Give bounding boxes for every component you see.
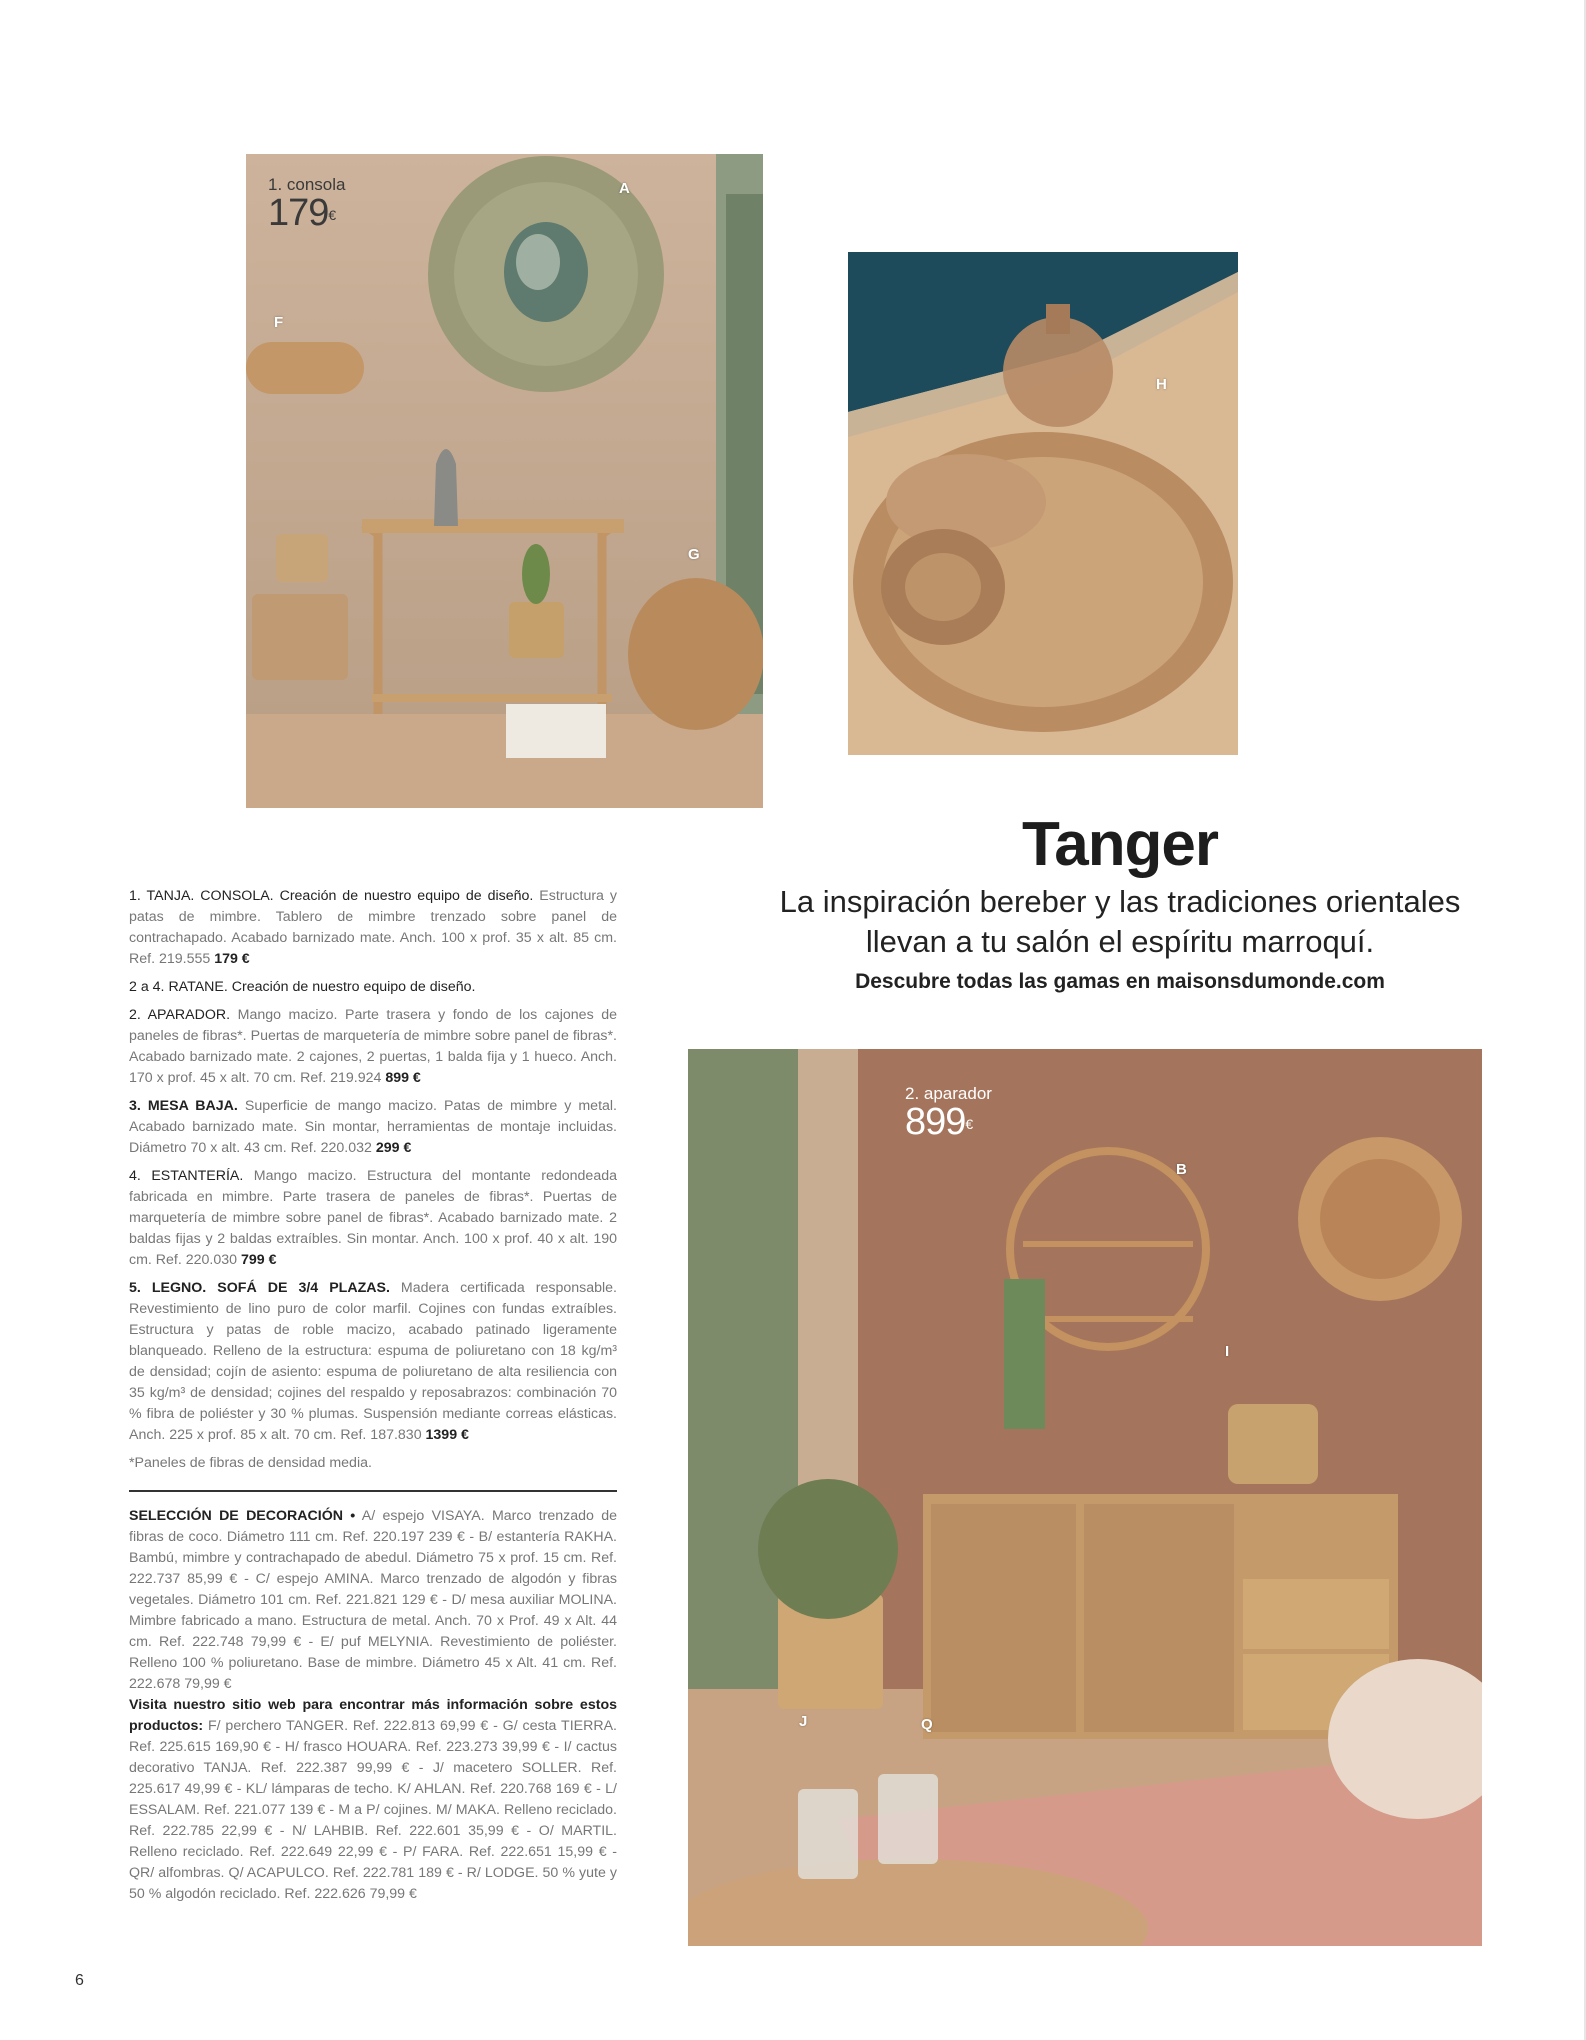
- photo-console: [246, 154, 763, 808]
- price-tag-consola: [268, 176, 346, 232]
- photo-sideboard: [688, 1049, 1482, 1946]
- product-item: 2 a 4. RATANE. Creación de nuestro equipo de diseño.: [129, 979, 476, 995]
- marker-i: I: [1225, 1343, 1230, 1360]
- marker-a: A: [619, 180, 630, 197]
- marker-b: B: [1176, 1161, 1187, 1178]
- price-label: 2. aparador: [905, 1084, 992, 1103]
- subtitle-line-1: La inspiración bereber y las tradiciones orientales: [779, 884, 1461, 919]
- subtitle-line-2: llevan a tu salón el espíritu marroquí.: [865, 924, 1375, 959]
- marker-g: G: [688, 546, 700, 563]
- photo-pool-tray: [848, 252, 1238, 755]
- price-label: 1. consola: [268, 175, 346, 194]
- coat-rack: [246, 342, 364, 394]
- price-tag-aparador: [905, 1085, 992, 1141]
- page-number: 6: [75, 1972, 84, 1989]
- divider: [129, 1490, 617, 1492]
- cactus: [1004, 1279, 1045, 1429]
- product-item: 3. MESA BAJA. Superficie de mango macizo. Patas de mimbre y metal. Acabado barnizado mate. Sin montar, herramientas de montaje incluidas. Diámetro 70 x alt. 43 cm. Ref. 220.032 299 €: [129, 1098, 617, 1156]
- marker-q: Q: [921, 1716, 933, 1733]
- marker-f: F: [274, 314, 284, 331]
- console-scene-illustration: [246, 154, 763, 808]
- product-descriptions: [129, 886, 617, 1905]
- product-item: 4. ESTANTERÍA. Mango macizo. Estructura del montante redondeada fabricada en mimbre. Parte trasera de paneles de fibras*. Puertas de marquetería de mimbre sobre panel de fibras*. Acabado barnizado mate. 2 baldas fijas y 2 baldas extraíbles. Sin montar. Anch. 100 x prof. 40 x alt. 190 cm. Ref. 220.030 799 €: [129, 1168, 617, 1268]
- marker-h: H: [1156, 376, 1167, 393]
- marker-j: J: [799, 1713, 808, 1730]
- basket: [628, 578, 763, 730]
- product-item: 2. APARADOR. Mango macizo. Parte trasera y fondo de los cajones de paneles de fibras*. Puertas de marquetería de mimbre sobre panel de fibras*. Acabado barnizado mate. 2 cajones, 2 puertas, 1 balda fija y 1 hueco. Anch. 170 x prof. 45 x alt. 70 cm. Ref. 219.924 899 €: [129, 1007, 617, 1086]
- product-item: 1. TANJA. CONSOLA. Creación de nuestro equipo de diseño. Estructura y patas de mimbre. Tablero de mimbre trenzado sobre panel de contrachapado. Acabado barnizado mate. Anch. 100 x prof. 35 x alt. 85 cm. Ref. 219.555 179 €: [129, 888, 617, 967]
- footnote: *Paneles de fibras de densidad media.: [129, 1455, 372, 1471]
- page-title: Tanger: [1021, 810, 1219, 879]
- price-amount: 179€: [268, 192, 336, 234]
- website-cta: Descubre todas las gamas en maisonsdumonde.com: [855, 970, 1385, 993]
- price-amount: 899€: [905, 1101, 973, 1143]
- sideboard-scene-illustration: [688, 1049, 1482, 1946]
- decoration-selection: SELECCIÓN DE DECORACIÓN • A/ espejo VISAYA. Marco trenzado de fibras de coco. Diámetro 111 cm. Ref. 220.197 239 € - B/ estantería RAKHA. Bambú, mimbre y contrachapado de abedul. Diámetro 75 x prof. 15 cm. Ref. 222.737 85,99 € - C/ espejo AMINA. Marco trenzado de algodón y fibras vegetales. Diámetro 101 cm. Ref. 221.821 129 € - D/ mesa auxiliar MOLINA. Mimbre fabricado a mano. Estructura de metal. Anch. 70 x Prof. 49 x Alt. 44 cm. Ref. 222.748 79,99 € - E/ puf MELYNIA. Revestimiento de poliéster. Relleno 100 % poliuretano. Base de mimbre. Diámetro 45 x Alt. 41 cm. Ref. 222.678 79,99 € Visita nuestro sitio web para encontrar más información sobre estos productos: F/ perchero TANGER. Ref. 222.813 69,99 € - G/ cesta TIERRA. Ref. 225.615 169,90 € - H/ frasco HOUARA. Ref. 223.273 39,99 € - I/ cactus decorativo TANJA. Ref. 222.387 99,99 € - J/ macetero SOLLER. Ref. 225.617 49,99 € - KL/ lámparas de techo. K/ AHLAN. Ref. 220.768 169 € - L/ ESSALAM. Ref. 221.077 139 € - M a P/ cojines. M/ MAKA. Relleno reciclado. Ref. 222.785 22,99 € - N/ LAHBIB. Ref. 222.601 35,99 € - O/ MARTIL. Relleno reciclado. Ref. 222.649 22,99 € - P/ FARA. Ref. 222.651 15,99 € - QR/ alfombras. Q/ ACAPULCO. Ref. 222.781 189 € - R/ LODGE. 50 % yute y 50 % algodón reciclado. Ref. 222.626 79,99 €: [129, 1508, 617, 1902]
- product-item: 5. LEGNO. SOFÁ DE 3/4 PLAZAS. Madera certificada responsable. Revestimiento de lino puro de color marfil. Cojines con fundas extraíbles. Estructura y patas de roble macizo, acabado patinado ligeramente blanqueado. Relleno de la estructura: espuma de poliuretano con 18 kg/m³ de densidad; cojín de asiento: espuma de poliuretano de alta resiliencia con 35 kg/m³ de densidad; cojines del respaldo y reposabrazos: combinación 70 % fibra de poliéster y 30 % plumas. Suspensión mediante correas elásticas. Anch. 225 x prof. 85 x alt. 70 cm. Ref. 187.830 1399 €: [129, 1280, 617, 1443]
- pool-tray-illustration: [848, 252, 1238, 755]
- headline: [760, 808, 1480, 994]
